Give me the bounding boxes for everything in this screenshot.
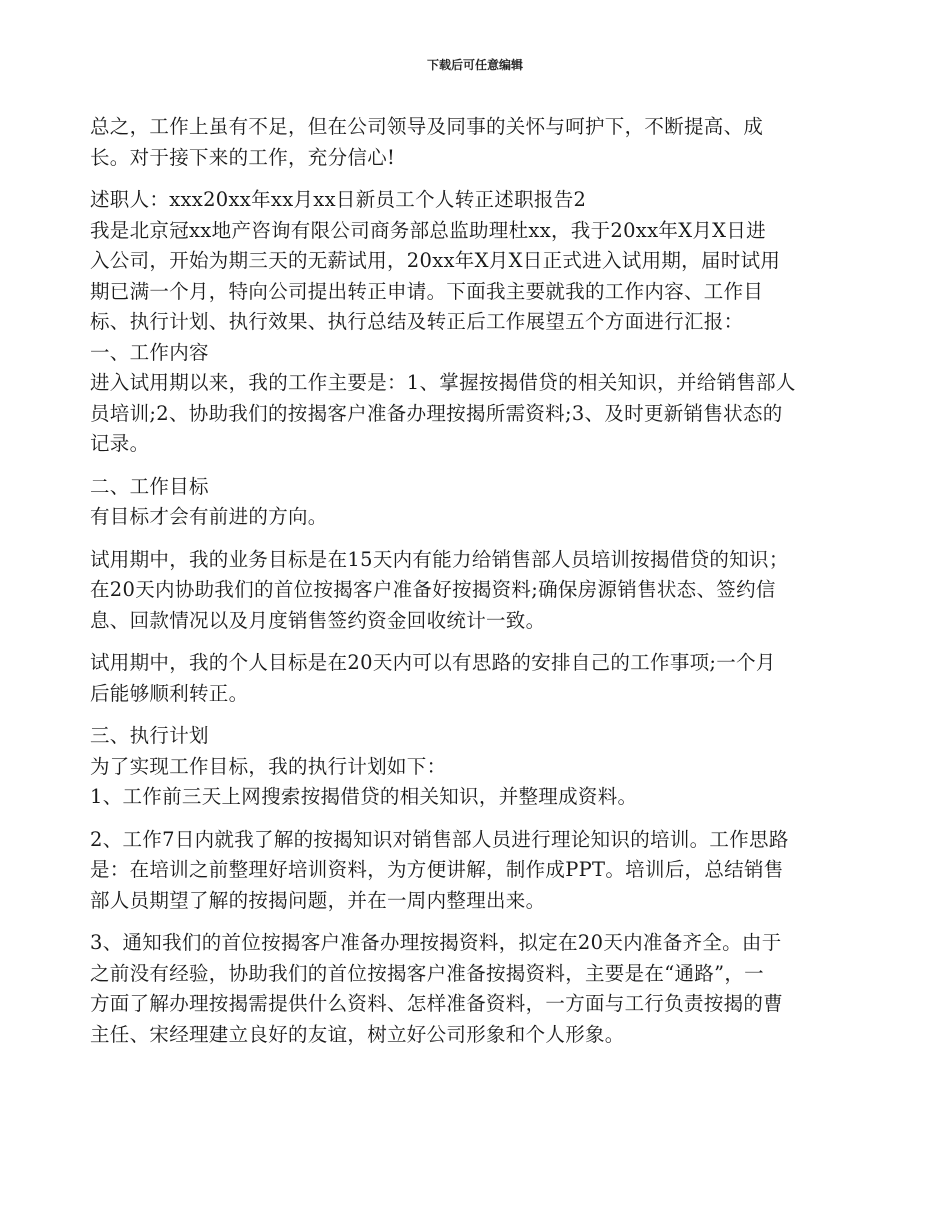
signature-line: 述职人：xxx20xx年xx月xx日新员工个人转正述职报告2 — [90, 188, 587, 211]
text-line: 2、工作7日内就我了解的按揭知识对销售部人员进行理论知识的培训。工作思路 — [90, 827, 789, 851]
text-line: 试用期中，我的个人目标是在20天内可以有思路的安排自己的工作事项;一个月 — [90, 651, 776, 674]
text-line: 记录。 — [90, 432, 150, 455]
text-line: 3、通知我们的首位按揭客户准备办理按揭资料，拟定在20天内准备齐全。由于 — [90, 931, 782, 954]
section-heading: 一、工作内容 — [90, 340, 209, 364]
text-line: 员培训;2、协助我们的按揭客户准备办理按揭所需资料;3、及时更新销售状态的 — [90, 401, 783, 425]
text-line: 1、工作前三天上网搜索按揭借贷的相关知识，并整理成资料。 — [90, 785, 638, 808]
text-line: 主任、宋经理建立良好的友谊，树立好公司形象和个人形象。 — [90, 1022, 625, 1046]
text-line: 试用期中，我的业务目标是在15天内有能力给销售部人员培训按揭借贷的知识； — [90, 547, 789, 571]
text-line: 部人员期望了解的按揭问题，并在一周内整理出来。 — [90, 888, 546, 912]
page-header: 下载后可任意编辑 — [426, 58, 523, 72]
text-line: 总之，工作上虽有不足，但在公司领导及同事的关怀与呵护下，不断提高、成 — [90, 115, 764, 138]
text-line: 在20天内协助我们的首位按揭客户准备好按揭资料;确保房源销售状态、签约信 — [90, 578, 776, 601]
text-line: 标、执行计划、执行效果、执行总结及转正后工作展望五个方面进行汇报： — [90, 310, 744, 333]
text-line: 入公司，开始为期三天的无薪试用，20xx年X月X日正式进入试用期，届时试用 — [90, 249, 781, 272]
text-line: 是：在培训之前整理好培训资料，为方便讲解，制作成PPT。培训后，总结销售 — [90, 858, 784, 881]
section-heading: 三、执行计划 — [90, 724, 209, 747]
text-line: 长。对于接下来的工作，充分信心! — [90, 145, 396, 169]
text-line: 方面了解办理按揭需提供什么资料、怎样准备资料，一方面与工行负责按揭的曹 — [90, 992, 784, 1015]
text-line: 后能够顺利转正。 — [90, 681, 249, 705]
text-line: 之前没有经验，协助我们的首位按揭客户准备按揭资料，主要是在“通路”，一 — [90, 961, 764, 985]
section-heading: 二、工作目标 — [90, 474, 209, 498]
document-body — [90, 112, 865, 1050]
text-line: 为了实现工作目标，我的执行计划如下： — [90, 754, 447, 778]
text-line: 期已满一个月，特向公司提出转正申请。下面我主要就我的工作内容、工作目 — [90, 279, 764, 303]
text-line: 有目标才会有前进的方向。 — [90, 505, 328, 528]
text-line: 进入试用期以来，我的工作主要是：1、掌握按揭借贷的相关知识，并给销售部人 — [90, 371, 796, 394]
text-line: 我是北京冠xx地产咨询有限公司商务部总监助理杜xx，我于20xx年X月X日进 — [90, 218, 766, 242]
text-line: 息、回款情况以及月度销售签约资金回收统计一致。 — [90, 608, 546, 632]
